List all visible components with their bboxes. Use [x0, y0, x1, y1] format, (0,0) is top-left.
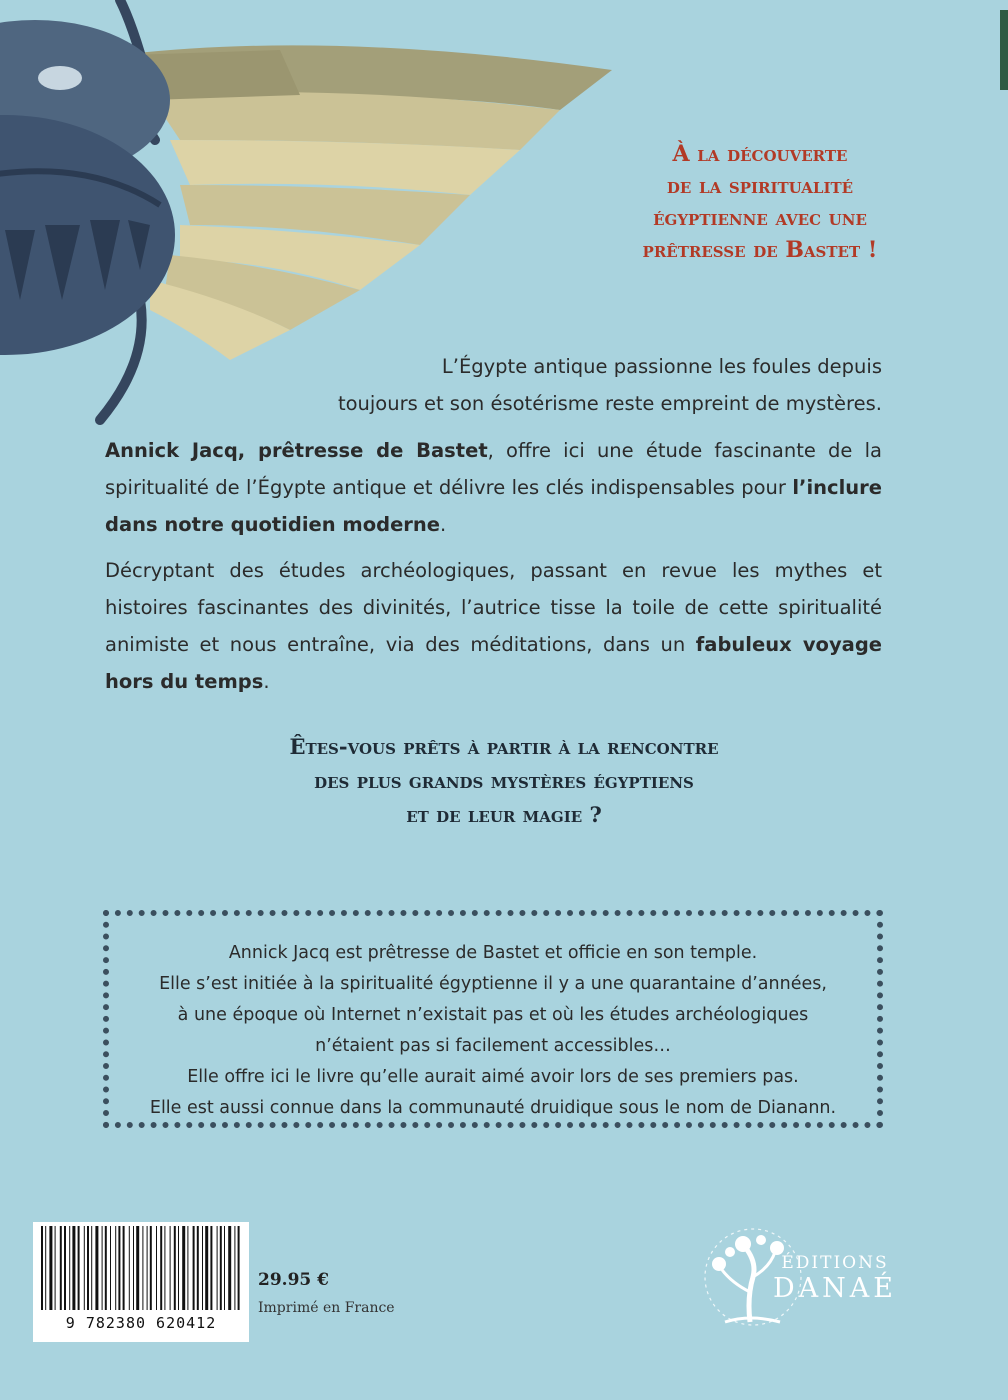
publisher-line2: DANAÉ: [773, 1273, 897, 1304]
paragraph-text: Décryptant des études archéologiques, passant en revue les mythes et histoires fascinantes des divinités, l’autrice tisse la toile de cette spiritualité animiste et nous entraîne, via des méditations, dans un: [105, 559, 882, 656]
barcode-bar: [202, 1226, 203, 1310]
paragraph-highlight: fabuleux voyage hors du temps: [105, 633, 882, 693]
barcode-bar: [164, 1226, 165, 1310]
barcode-bar: [142, 1226, 143, 1310]
barcode-bar: [115, 1226, 116, 1310]
barcode-bar: [210, 1226, 212, 1310]
barcode-bar: [178, 1226, 179, 1310]
barcode-bar: [60, 1226, 62, 1310]
intro-line: L’Égypte antique passionne les foules depuis: [441, 355, 882, 378]
barcode-bar: [105, 1226, 107, 1310]
barcode-bar: [133, 1226, 134, 1310]
bio-line: Elle est aussi connue dans la communauté druidique sous le nom de Dianann.: [149, 1098, 837, 1118]
barcode-bar: [136, 1226, 139, 1310]
question-heading: [150, 730, 858, 832]
barcode-bar: [102, 1226, 103, 1310]
printed-in: Imprimé en France: [258, 1300, 395, 1316]
barcode-bar: [78, 1226, 80, 1310]
description-paragraph: [105, 432, 882, 543]
barcode-bar: [84, 1226, 85, 1310]
barcode-bars: [33, 1222, 249, 1314]
bio-line: Elle s’est initiée à la spiritualité égyptienne il y a une quarantaine d’années,: [159, 974, 827, 994]
barcode-bar: [95, 1226, 98, 1310]
barcode-bar: [228, 1226, 231, 1310]
barcode-bar: [41, 1226, 43, 1310]
tagline: [590, 138, 930, 266]
question-line: Êtes-vous prêts à partir à la rencontre: [289, 734, 719, 759]
barcode-bar: [91, 1226, 92, 1310]
barcode-bar: [156, 1226, 157, 1310]
intro-paragraph: [320, 348, 882, 422]
barcode-bar: [72, 1226, 75, 1310]
barcode-bar: [147, 1226, 148, 1310]
barcode-bar: [160, 1226, 162, 1310]
publisher-line1: ÉDITIONS: [781, 1253, 889, 1273]
question-line: des plus grands mystères égyptiens: [314, 768, 694, 793]
barcode-bar: [205, 1226, 208, 1310]
barcode-bar: [87, 1226, 89, 1310]
barcode: [33, 1222, 249, 1342]
tagline-line: égyptienne avec une: [653, 205, 867, 231]
barcode-bar: [150, 1226, 152, 1310]
paragraph-highlight: l’inclure dans notre quotidien moderne: [105, 476, 882, 536]
tagline-line: de la spiritualité: [666, 173, 854, 199]
bio-line: Elle offre ici le livre qu’elle aurait aimé avoir lors de ses premiers pas.: [187, 1067, 799, 1087]
price: 29.95 €: [258, 1270, 329, 1290]
barcode-bar: [220, 1226, 222, 1310]
publisher-name: [740, 1253, 930, 1305]
barcode-bar: [174, 1226, 176, 1310]
barcode-bar: [49, 1226, 52, 1310]
barcode-bar: [224, 1226, 225, 1310]
paragraph-text: .: [263, 670, 270, 693]
author-bio-box: [103, 910, 883, 1128]
barcode-bar: [110, 1226, 111, 1310]
barcode-bar: [193, 1226, 195, 1310]
barcode-bar: [187, 1226, 188, 1310]
paragraph-text: .: [440, 513, 447, 536]
barcode-bar: [64, 1226, 66, 1310]
barcode-bar: [234, 1226, 235, 1310]
author-bio: [109, 938, 877, 1124]
barcode-bar: [238, 1226, 240, 1310]
scarab-wing: [120, 45, 612, 360]
bio-line: à une époque où Internet n’existait pas et où les études archéologiques: [177, 1005, 809, 1025]
barcode-bar: [123, 1226, 125, 1310]
edge-decoration: [1000, 10, 1008, 90]
intro-line: toujours et son ésotérisme reste empreint de mystères.: [337, 392, 882, 415]
question-line: et de leur magie ?: [406, 802, 602, 827]
paragraph-text: , offre ici une étude fascinante de la spiritualité de l’Égypte antique et délivre les clés indispensables pour: [105, 439, 882, 499]
barcode-bar: [118, 1226, 120, 1310]
barcode-bar: [182, 1226, 185, 1310]
barcode-bar: [197, 1226, 199, 1310]
tagline-line: prêtresse de Bastet !: [642, 237, 878, 263]
barcode-bar: [55, 1226, 56, 1310]
description-paragraph-2: [105, 552, 882, 700]
barcode-bar: [217, 1226, 218, 1310]
bio-line: n’étaient pas si facilement accessibles…: [315, 1036, 671, 1056]
tagline-line: À la découverte: [672, 141, 848, 167]
author-highlight: Annick Jacq, prêtresse de Bastet: [105, 439, 488, 462]
scarab-body: [0, 20, 175, 355]
barcode-bar: [170, 1226, 171, 1310]
barcode-bar: [69, 1226, 70, 1310]
isbn-number: 9 782380 620412: [65, 1314, 217, 1332]
barcode-bar: [129, 1226, 130, 1310]
barcode-bar: [45, 1226, 46, 1310]
bio-line: Annick Jacq est prêtresse de Bastet et officie en son temple.: [228, 943, 758, 963]
